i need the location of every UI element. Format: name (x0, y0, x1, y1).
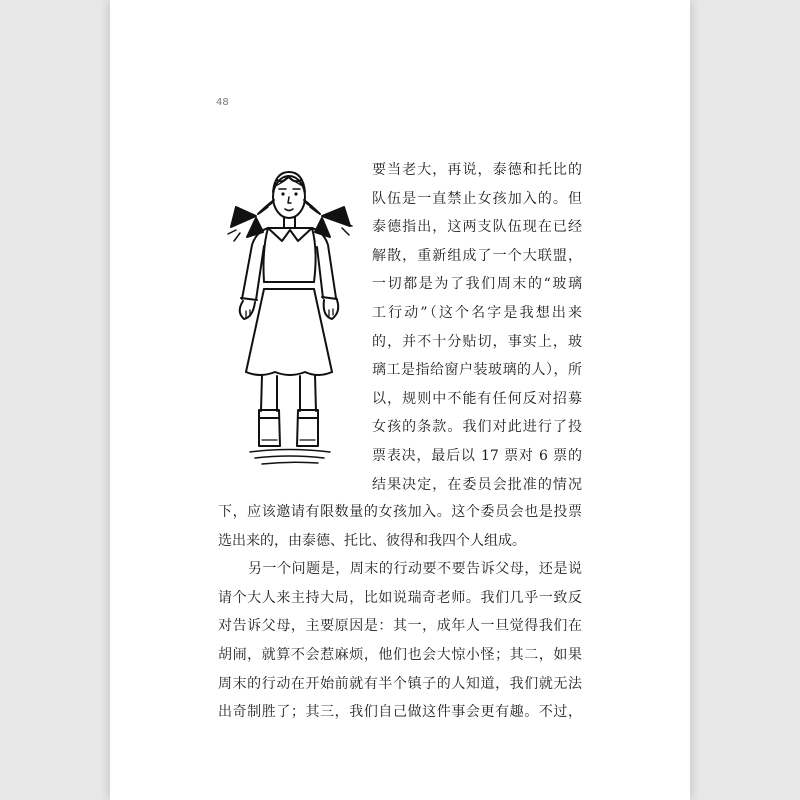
text-line: 对告诉父母，主要原因是：其一，成年人一旦觉得我们在 (218, 618, 582, 635)
text-line: 璃工是指给窗户装玻璃的人），所 (372, 362, 582, 379)
text-line: 出奇制胜了；其三，我们自己做这件事会更有趣。不过， (218, 704, 582, 721)
text-line: 要当老大，再说，泰德和托比的 (372, 162, 582, 178)
text-line: 胡闹，就算不会惹麻烦，他们也会大惊小怪；其二，如果 (218, 646, 582, 663)
text-line: 周末的行动在开始前就有半个镇子的人知道，我们就无法 (218, 675, 582, 692)
text-line: 一切都是为了我们周末的“玻璃 (372, 276, 582, 293)
text-line: 以，规则中不能有任何反对招募 (372, 390, 582, 407)
page-number: 48 (216, 97, 229, 108)
girl-legs (259, 375, 318, 446)
paragraph-first-line: 另一个问题是，周末的行动要不要告诉父母，还是说 (248, 561, 582, 578)
ground-shadow (250, 450, 330, 465)
girl-illustration (220, 160, 360, 475)
text-line: 请个大人来主持大局，比如说瑞奇老师。我们几乎一致反 (218, 589, 582, 606)
text-line: 泰德指出，这两支队伍现在已经 (372, 219, 582, 236)
braid-right (304, 200, 352, 237)
girl-head (273, 172, 305, 218)
text-line: 工行动”（这个名字是我想出来 (372, 304, 582, 321)
girl-dress (246, 217, 332, 375)
text-line: 队伍是一直禁止女孩加入的。但 (372, 190, 582, 207)
text-line: 解散，重新组成了一个大联盟， (372, 247, 582, 264)
text-line: 票表决，最后以 17 票对 6 票的 (372, 447, 582, 464)
text-line: 的，并不十分贴切，事实上，玻 (372, 333, 582, 350)
text-column-full-width (218, 498, 582, 727)
text-line: 选出来的，由泰德、托比、彼得和我四个人组成。 (218, 532, 526, 549)
text-column-beside-illustration (372, 156, 582, 499)
text-line: 女孩的条款。我们对此进行了投 (372, 419, 582, 436)
girl-arms (240, 228, 338, 319)
text-line: 结果决定，在委员会批准的情况 (372, 476, 582, 493)
text-line: 下，应该邀请有限数量的女孩加入。这个委员会也是投票 (218, 504, 582, 520)
